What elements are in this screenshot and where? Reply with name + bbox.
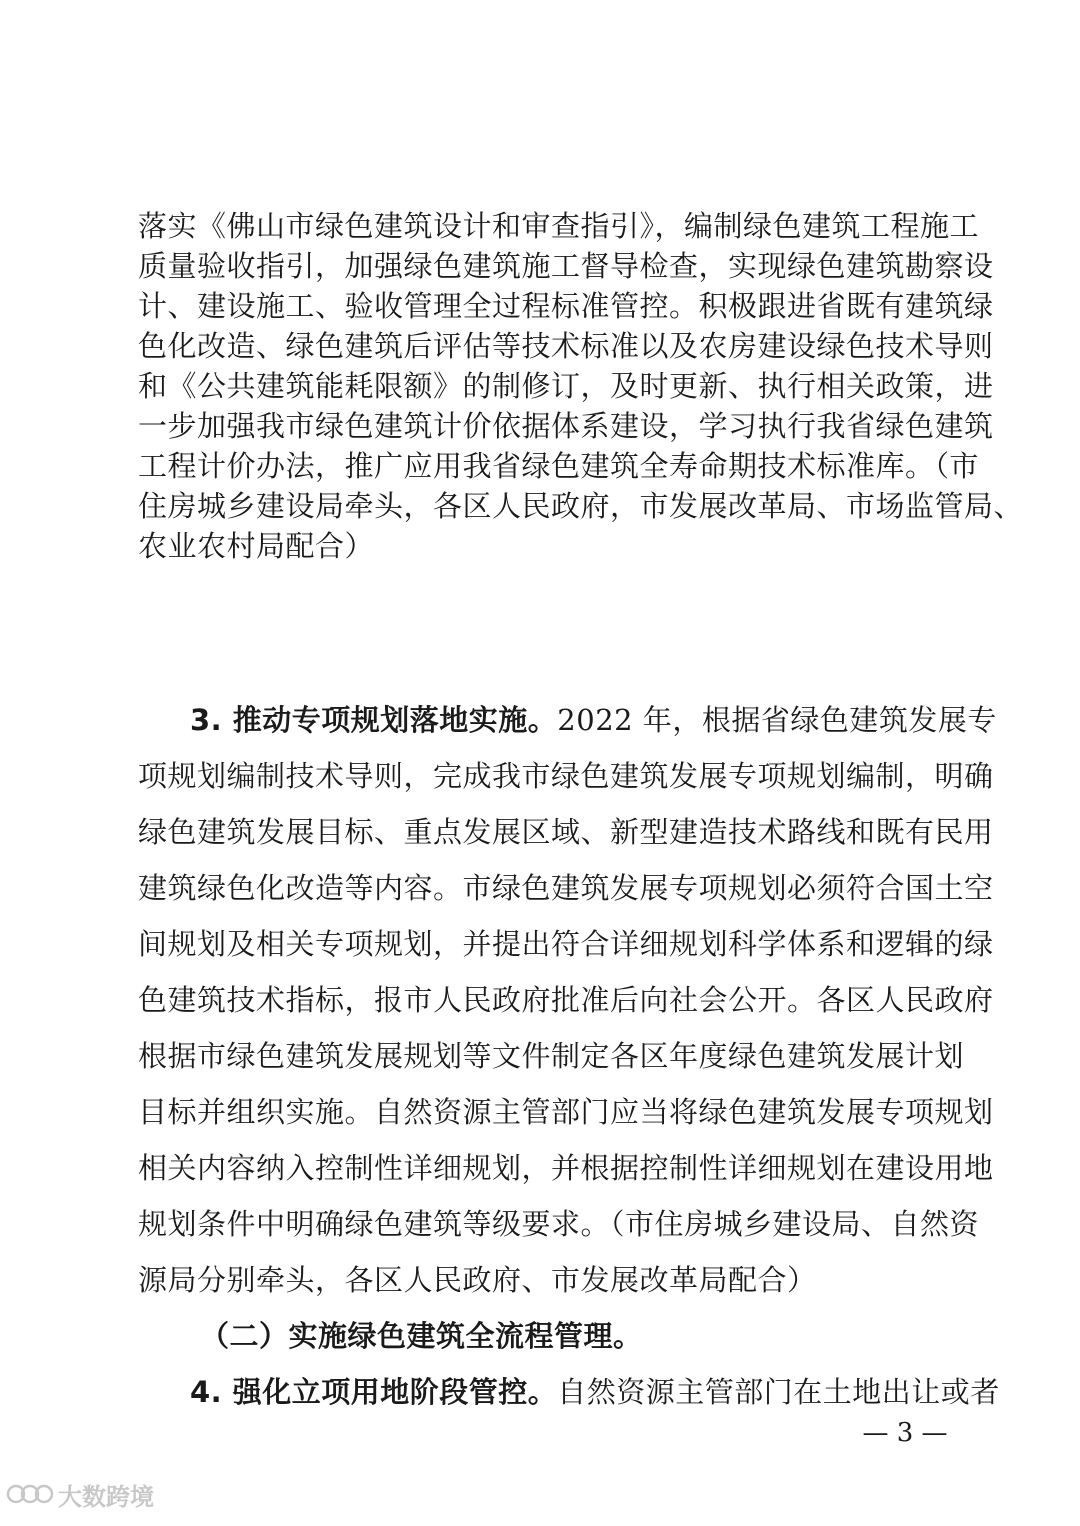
watermark-text: 大数跨境 xyxy=(58,1482,154,1511)
text-line: 目标并组织实施。自然资源主管部门应当将绿色建筑发展专项规划 xyxy=(138,1095,994,1129)
paragraph-item-3-body-2 xyxy=(138,812,994,852)
text-line: 住房城乡建设局牵头，各区人民政府，市发展改革局、市场监管局、 xyxy=(138,489,1024,523)
paragraph-item-3-body-5 xyxy=(138,980,994,1020)
watermark xyxy=(6,1476,154,1512)
text-line: 落实《佛山市绿色建筑设计和审查指引》，编制绿色建筑工程施工 xyxy=(138,209,980,243)
item-4-first-line xyxy=(138,1372,1000,1412)
text-line: 质量验收指引，加强绿色建筑施工督导检查，实现绿色建筑勘察设 xyxy=(138,249,994,283)
paragraph-continuation xyxy=(138,206,1024,566)
text-line: 根据市绿色建筑发展规划等文件制定各区年度绿色建筑发展计划 xyxy=(138,1039,965,1073)
text-line: 和《公共建筑能耗限额》的制修订，及时更新、执行相关政策，进 xyxy=(138,369,994,403)
paragraph-item-3-body-7 xyxy=(138,1092,994,1132)
item-3-first-rest: 2022 年，根据省绿色建筑发展专 xyxy=(557,703,997,737)
watermark-logo-icon xyxy=(6,1481,54,1507)
paragraph-item-3-body-4 xyxy=(138,924,994,964)
text-line: 项规划编制技术导则，完成我市绿色建筑发展专项规划编制，明确 xyxy=(138,759,994,793)
item-3-first-line xyxy=(138,700,997,740)
page-number: — 3 — xyxy=(862,1418,948,1448)
text-line: 绿色建筑发展目标、重点发展区域、新型建造技术路线和既有民用 xyxy=(138,815,994,849)
paragraph-item-3-body-8 xyxy=(138,1148,994,1188)
item-4-heading: 4. 强化立项用地阶段管控。 xyxy=(190,1375,558,1409)
text-line: 工程计价办法，推广应用我省绿色建筑全寿命期技术标准库。（市 xyxy=(138,449,980,483)
section-heading-text: （二）实施绿色建筑全流程管理。 xyxy=(200,1319,643,1353)
text-line: 色化改造、绿色建筑后评估等技术标准以及农房建设绿色技术导则 xyxy=(138,329,994,363)
item-3-heading: 3. 推动专项规划落地实施。 xyxy=(190,703,558,737)
text-line: 农业农村局配合） xyxy=(138,529,375,563)
paragraph-item-3-body-6 xyxy=(138,1036,965,1076)
paragraph-item-4 xyxy=(138,1372,1000,1412)
text-line: 规划条件中明确绿色建筑等级要求。（市住房城乡建设局、自然资 xyxy=(138,1207,980,1241)
text-line: 计、建设施工、验收管理全过程标准管控。积极跟进省既有建筑绿 xyxy=(138,289,994,323)
text-line: 一步加强我市绿色建筑计价依据体系建设，学习执行我省绿色建筑 xyxy=(138,409,994,443)
text-line: 间规划及相关专项规划，并提出符合详细规划科学体系和逻辑的绿 xyxy=(138,927,994,961)
section-heading-2 xyxy=(138,1316,950,1356)
paragraph-item-3-body-9 xyxy=(138,1204,980,1244)
section-heading-line xyxy=(138,1316,950,1356)
text-line: 源局分别牵头，各区人民政府、市发展改革局配合） xyxy=(138,1263,817,1297)
paragraph-item-3-body-3 xyxy=(138,868,994,908)
text-line: 相关内容纳入控制性详细规划，并根据控制性详细规划在建设用地 xyxy=(138,1151,994,1185)
paragraph-item-3 xyxy=(138,700,997,740)
paragraph-item-3-body-10 xyxy=(138,1260,950,1300)
item-4-first-rest: 自然资源主管部门在土地出让或者 xyxy=(557,1375,1000,1409)
text-line: 色建筑技术指标，报市人民政府批准后向社会公开。各区人民政府 xyxy=(138,983,994,1017)
text-line: 建筑绿色化改造等内容。市绿色建筑发展专项规划必须符合国土空 xyxy=(138,871,994,905)
paragraph-item-3-body xyxy=(138,756,994,796)
